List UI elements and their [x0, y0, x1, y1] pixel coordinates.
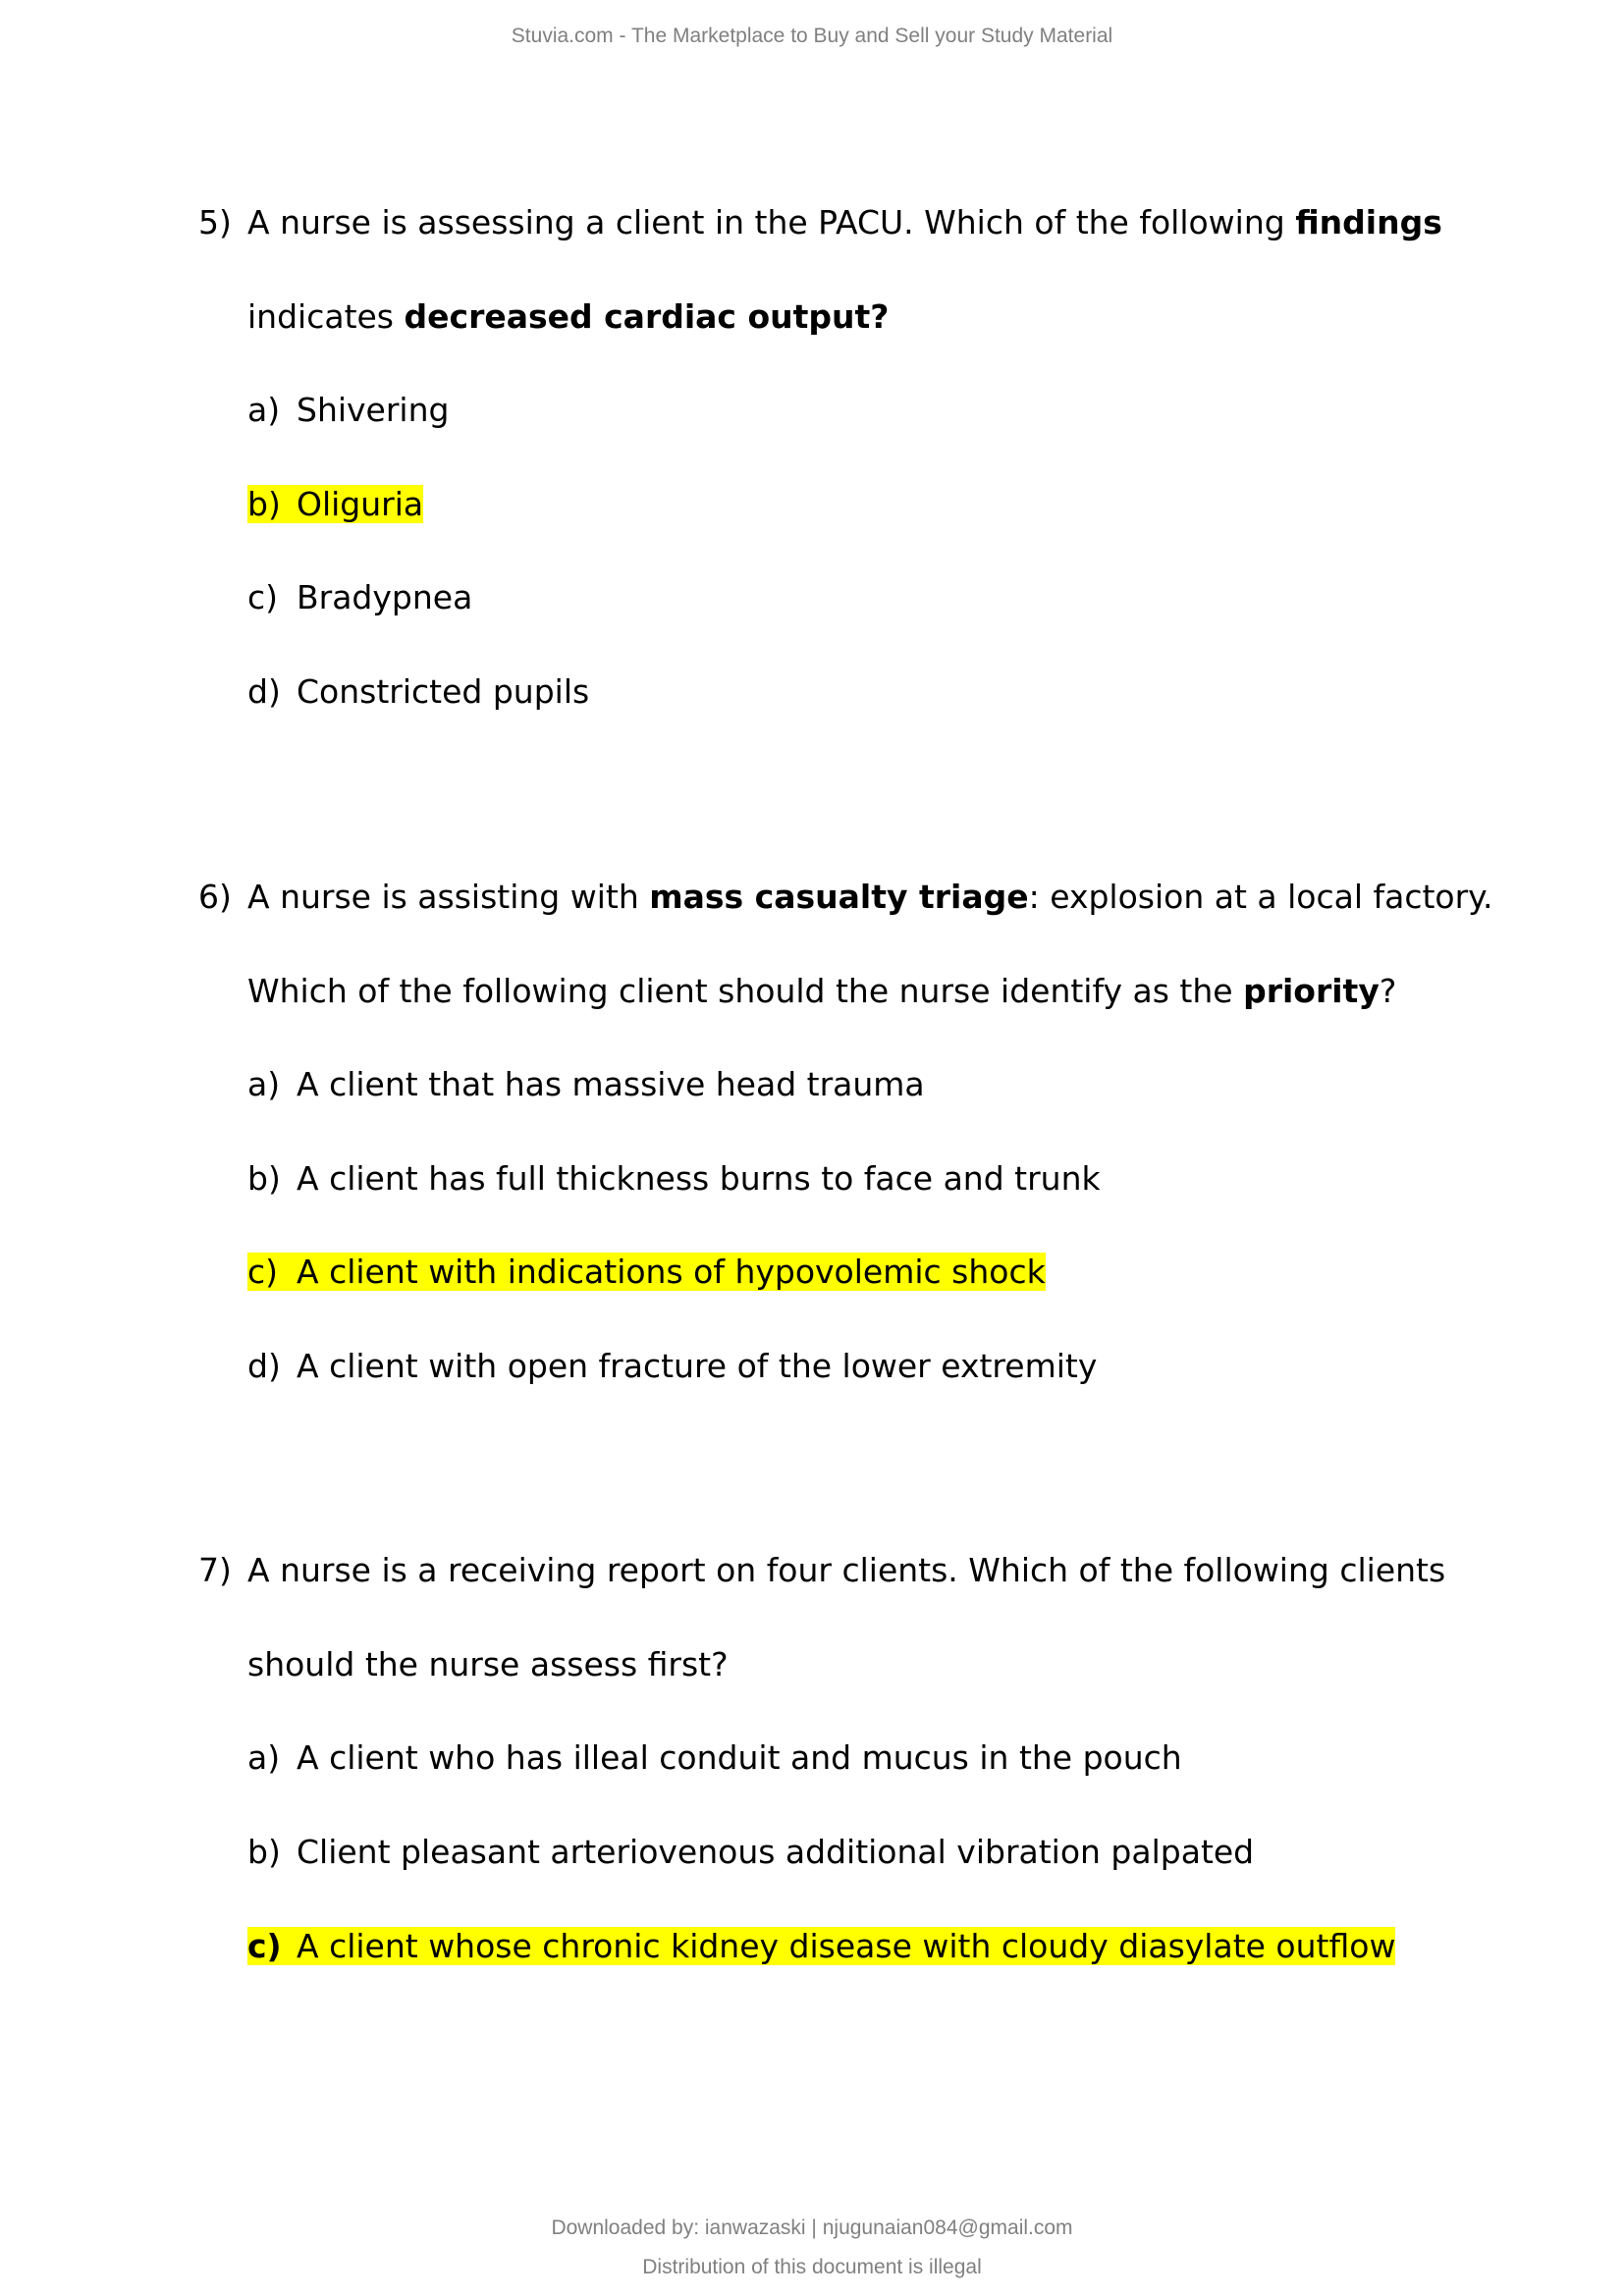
- option-text: Bradypnea: [297, 578, 473, 616]
- option-letter: b): [247, 1833, 281, 1871]
- question-text-line-1: [247, 199, 1442, 246]
- option-a: [247, 387, 449, 434]
- option-text: Constricted pupils: [297, 672, 590, 711]
- option-text: A client who has illeal conduit and mucus in the pouch: [297, 1738, 1182, 1777]
- option-b: [247, 481, 423, 528]
- option-text: Oliguria: [297, 485, 424, 523]
- option-text: A client with open fracture of the lower extremity: [297, 1347, 1098, 1385]
- text-run: indicates: [247, 297, 405, 336]
- question-text-line-2: [247, 1641, 729, 1688]
- option-letter: c): [247, 578, 279, 616]
- option-text: A client with indications of hypovolemic shock: [297, 1253, 1046, 1291]
- option-c: [247, 1249, 1046, 1296]
- text-run: : explosion at a local factory.: [1028, 878, 1493, 916]
- option-letter: c): [247, 1927, 282, 1965]
- option-a: [247, 1735, 1182, 1782]
- text-run: Which of the following client should the nurse identify as the: [247, 972, 1244, 1010]
- highlighted-answer: [247, 1253, 1046, 1291]
- text-run: A nurse is assessing a client in the PACU. Which of the following: [247, 203, 1296, 241]
- option-text: A client has full thickness burns to face and trunk: [297, 1159, 1101, 1198]
- option-letter: d): [247, 1347, 281, 1385]
- option-letter: d): [247, 672, 281, 711]
- option-c: [247, 574, 472, 621]
- text-run: A nurse is a receiving report on four clients. Which of the following clients: [247, 1551, 1446, 1589]
- option-a: [247, 1061, 925, 1108]
- option-b: [247, 1829, 1254, 1876]
- footer-downloaded-by: Downloaded by: ianwazaski | njugunaian084@gmail.com: [551, 2216, 1073, 2239]
- option-letter: a): [247, 1738, 281, 1777]
- option-d: [247, 668, 589, 716]
- footer-distribution-notice: Distribution of this document is illegal: [642, 2256, 982, 2278]
- text-run: ?: [1379, 972, 1397, 1010]
- question-text-line-1: [247, 1547, 1445, 1594]
- bold-text-run: decreased cardiac output?: [404, 297, 890, 336]
- option-text: A client that has massive head trauma: [297, 1065, 925, 1103]
- highlighted-answer: [247, 485, 423, 523]
- question-text-line-2: [247, 294, 889, 341]
- option-text: Client pleasant arteriovenous additional vibration palpated: [297, 1833, 1255, 1871]
- page-header: Stuvia.com - The Marketplace to Buy and Sell your Study Material: [511, 25, 1113, 47]
- option-text: Shivering: [297, 391, 450, 429]
- option-text: A client whose chronic kidney disease with cloudy diasylate outflow: [297, 1927, 1396, 1965]
- option-b: [247, 1155, 1101, 1202]
- text-run: should the nurse assess first?: [247, 1645, 729, 1683]
- option-d: [247, 1343, 1097, 1390]
- option-letter: a): [247, 1065, 281, 1103]
- option-letter: a): [247, 391, 281, 429]
- question-number: 6): [198, 878, 232, 916]
- option-letter: b): [247, 1159, 281, 1198]
- text-run: A nurse is assisting with: [247, 878, 650, 916]
- question-number: 7): [198, 1551, 232, 1589]
- highlighted-answer: [247, 1927, 1395, 1965]
- bold-text-run: findings: [1295, 203, 1442, 241]
- question-number: 5): [198, 203, 232, 241]
- question-text-line-2: [247, 968, 1396, 1015]
- option-c: [247, 1923, 1395, 1970]
- option-letter: b): [247, 485, 281, 523]
- question-text-line-1: [247, 874, 1493, 921]
- bold-text-run: priority: [1243, 972, 1380, 1010]
- bold-text-run: mass casualty triage: [649, 878, 1029, 916]
- option-letter: c): [247, 1253, 279, 1291]
